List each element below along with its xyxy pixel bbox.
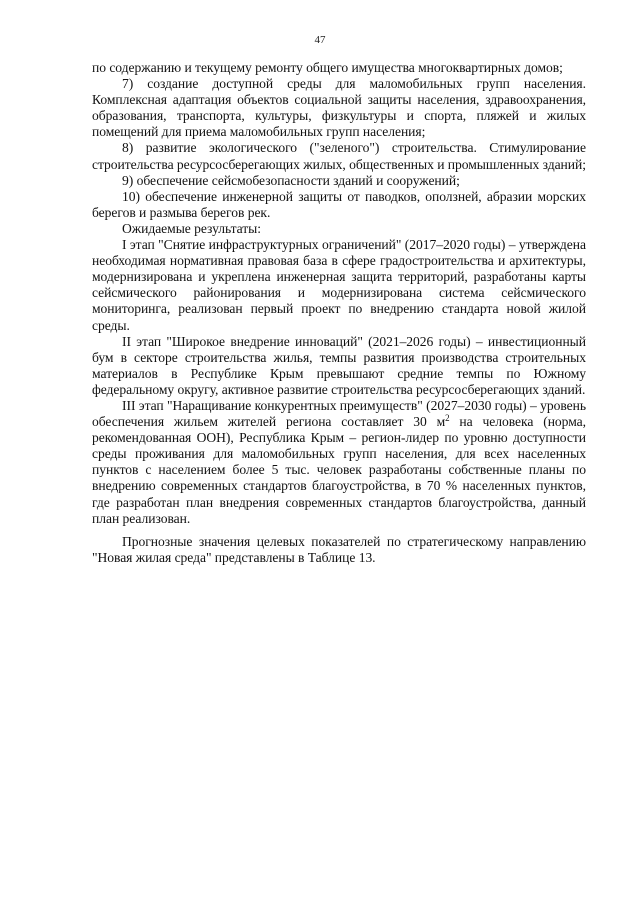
paragraph-accessible-environment: 7) создание доступной среды для маломобильных групп населения. Комплексная адаптация объектов социальной защиты населения, здравоохранения, образования, транспорта, культуры, физкультуры и спорта, пляжей и жилых помещений для приема маломобильных групп населения;	[92, 76, 586, 140]
paragraph-stage-2: II этап "Широкое внедрение инноваций" (2021–2026 годы) – инвестиционный бум в секторе строительства жилья, темпы развития производства строительных материалов в Республике Крым превышают средние темпы по Южному федеральному округу, активное развитие строительства ресурсосберегающих зданий.	[92, 333, 586, 397]
stage-3-text-end: на человека (норма, рекомендованная ООН), Республика Крым – регион-лидер по уровню доступности среды проживания для маломобильных групп населения, для всех населенных пунктов с населением более 5 тыс. человек разработаны собственные планы по внедрению современных стандартов благоустройства, в 70 % населенных пунктов, где разработан план внедрения современных стандартов благоустройства, данный план реализован.	[92, 414, 586, 526]
stage-3-text-start: III этап "Наращивание конкурентных преимуществ" (2027–2030 годы) – уровень обеспечения жильем жителей региона составляет 30 м	[92, 397, 586, 430]
document-body	[92, 60, 586, 566]
paragraph-stage-3	[92, 398, 586, 527]
square-meter-superscript: 2	[445, 413, 450, 424]
paragraph-engineering-protection: 10) обеспечение инженерной защиты от паводков, оползней, абразии морских берегов и размыва берегов рек.	[92, 188, 586, 220]
paragraph-expected-results-heading: Ожидаемые результаты:	[122, 220, 261, 236]
paragraph-housing-maintenance: по содержанию и текущему ремонту общего имущества многоквартирных домов;	[92, 60, 563, 75]
paragraph-stage-1: I этап "Снятие инфраструктурных ограничений" (2017–2020 годы) – утверждена необходимая нормативная правовая база в сфере градостроительства и архитектуры, модернизирована и укреплена инженерная защита территорий, разработаны карты сейсмического районирования и модернизирована система сейсмического мониторинга, реализован первый проект по внедрению стандарта новой жилой среды.	[92, 237, 586, 333]
paragraph-green-construction: 8) развитие экологического ("зеленого") строительства. Стимулирование строительства ресурсосберегающих жилых, общественных и промышленных зданий;	[92, 140, 586, 172]
paragraph-seismic-safety: 9) обеспечение сейсмобезопасности зданий и сооружений;	[122, 172, 460, 188]
page-number: 47	[314, 34, 326, 46]
paragraph-forecast-reference: Прогнозные значения целевых показателей по стратегическому направлению "Новая жилая среда" представлены в Таблице 13.	[92, 533, 586, 565]
